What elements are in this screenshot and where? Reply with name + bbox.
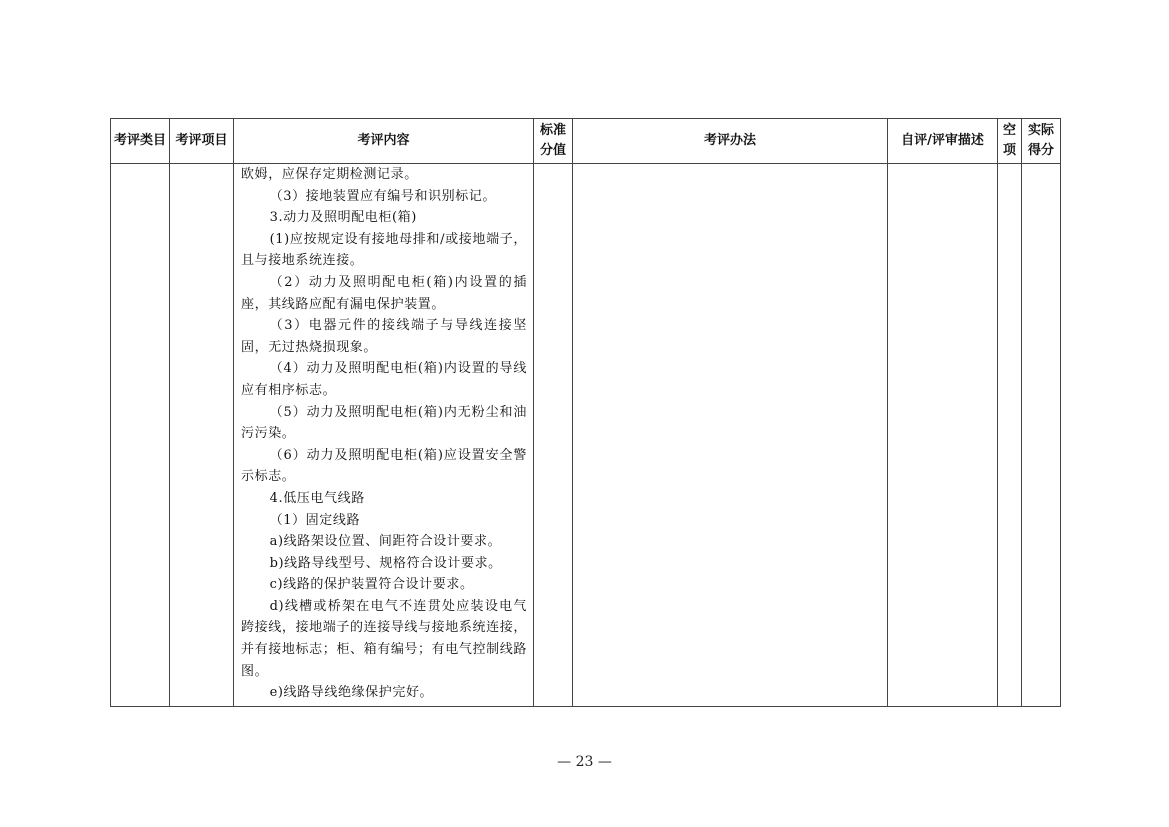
header-item: 考评项目 <box>170 119 234 164</box>
content-line: （1）固定线路 <box>269 512 361 528</box>
assessment-table <box>110 118 1061 707</box>
item-cell <box>170 164 234 707</box>
header-blank: 空项 <box>998 119 1022 164</box>
content-line: （3）接地装置应有编号和识别标记。 <box>269 188 497 204</box>
content-cell <box>234 164 534 707</box>
standard-score-cell <box>534 164 573 707</box>
content-line: （6）动力及照明配电柜(箱)应设置安全警示标志。 <box>241 447 527 485</box>
header-row <box>111 119 1061 164</box>
content-text <box>234 164 533 704</box>
category-cell <box>111 164 170 707</box>
content-line: 欧姆，应保存定期检测记录。 <box>241 167 418 182</box>
header-self-review: 自评/评审描述 <box>888 119 998 164</box>
page-number: — 23 — <box>557 754 612 770</box>
content-line: （3）电器元件的接线端子与导线连接坚固，无过热烧损现象。 <box>241 318 527 355</box>
content-line: e)线路导线绝缘保护完好。 <box>269 685 434 701</box>
content-line: （2）动力及照明配电柜(箱)内设置的插座，其线路应配有漏电保护装置。 <box>241 274 527 312</box>
method-cell <box>573 164 888 707</box>
content-line: (1)应按规定设有接地母排和/或接地端子，且与接地系统连接。 <box>241 231 527 269</box>
content-line: 3.动力及照明配电柜(箱) <box>269 210 417 226</box>
blank-cell <box>998 164 1022 707</box>
self-review-cell <box>888 164 998 707</box>
header-method: 考评办法 <box>573 119 888 164</box>
header-standard-score: 标准分值 <box>534 119 573 164</box>
table-row <box>111 164 1061 707</box>
actual-score-cell <box>1022 164 1061 707</box>
content-line: c)线路的保护装置符合设计要求。 <box>269 577 474 593</box>
header-content: 考评内容 <box>234 119 534 164</box>
content-line: （5）动力及照明配电柜(箱)内无粉尘和油污污染。 <box>241 404 527 442</box>
content-line: a)线路架设位置、间距符合设计要求。 <box>269 534 502 550</box>
content-line: b)线路导线型号、规格符合设计要求。 <box>269 555 502 571</box>
content-line: d)线槽或桥架在电气不连贯处应装设电气跨接线，接地端子的连接导线与接地系统连接，并有接地标志；柜、箱有编号；有电气控制线路图。 <box>241 598 527 679</box>
content-line: （4）动力及照明配电柜(箱)内设置的导线应有相序标志。 <box>241 361 527 398</box>
header-category: 考评类目 <box>111 119 170 164</box>
content-line: 4.低压电气线路 <box>269 490 365 506</box>
header-actual-score: 实际得分 <box>1022 119 1061 164</box>
